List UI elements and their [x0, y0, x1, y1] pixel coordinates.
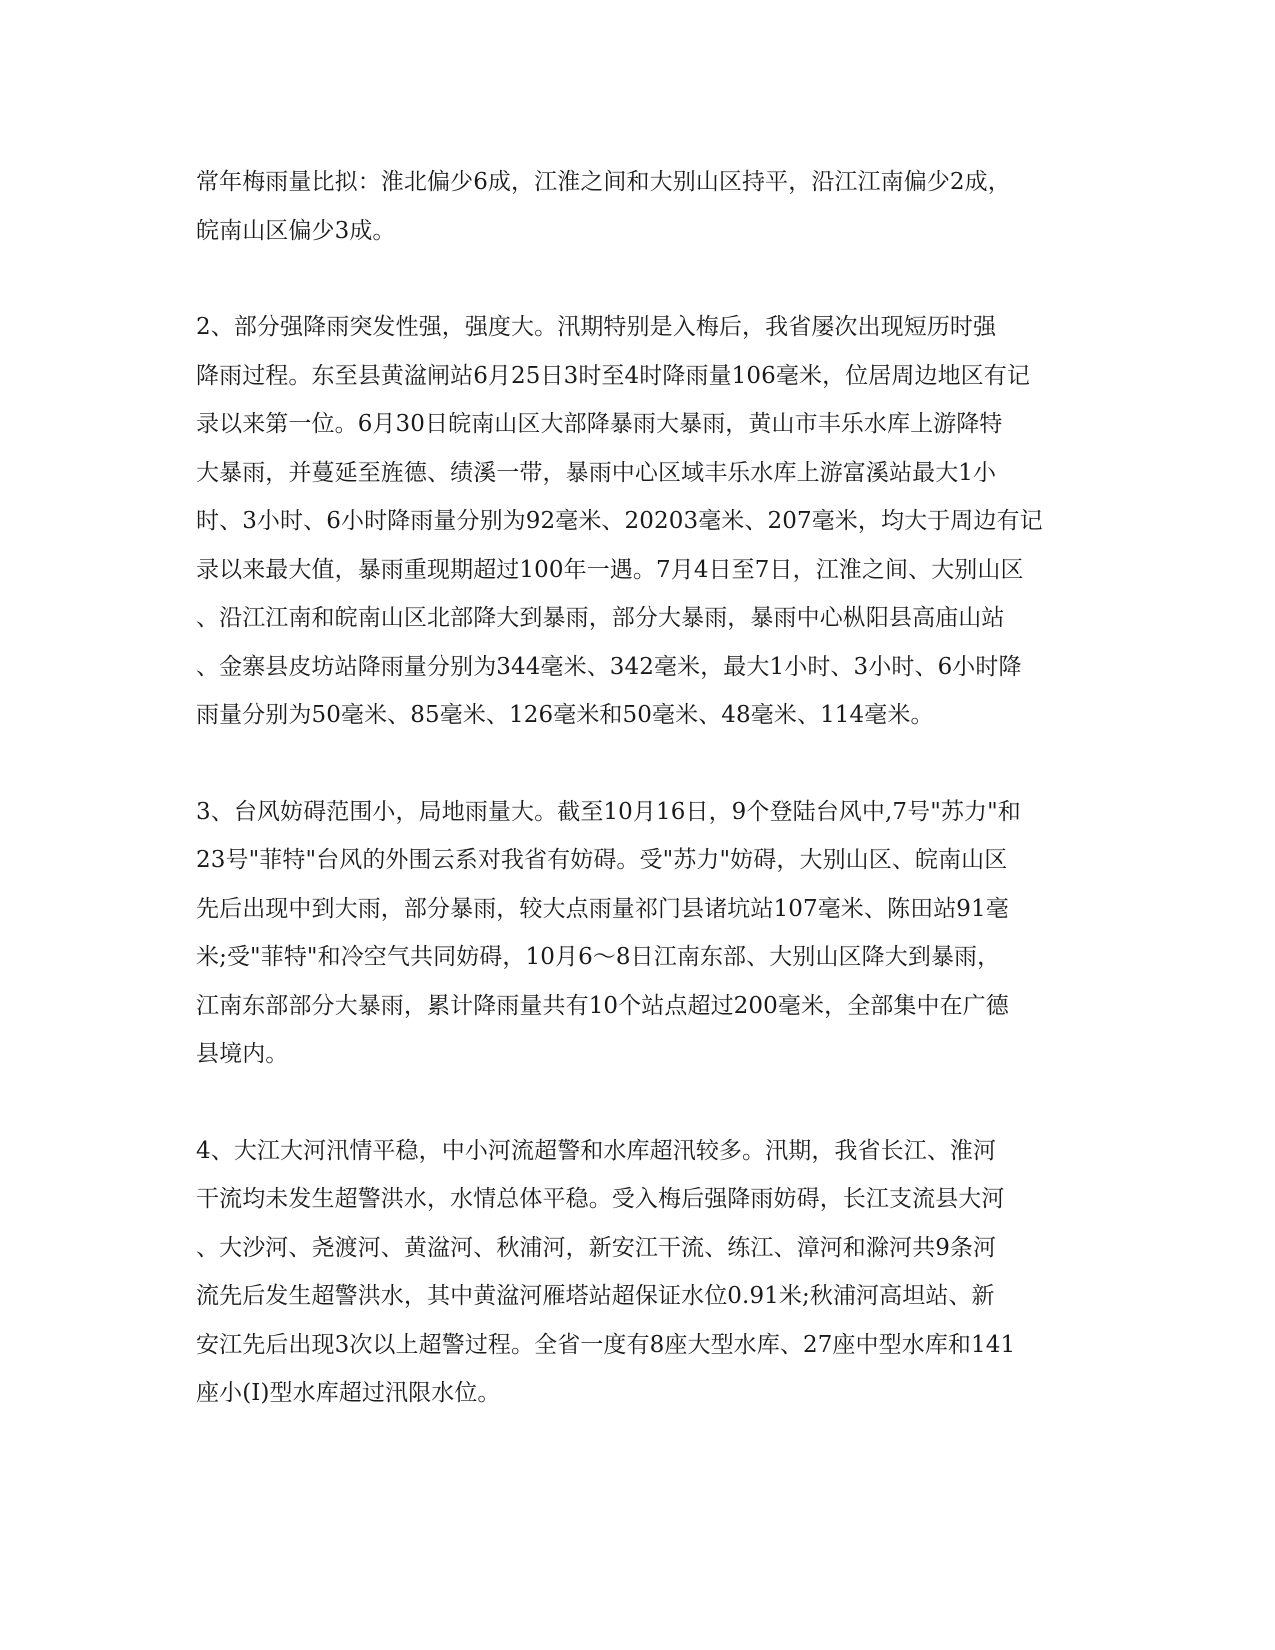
text-line: 县境内。	[196, 1041, 289, 1067]
text-line: 米;受"菲特"和冷空气共同妨碍，10月6～8日江南东部、大别山区降大到暴雨，	[196, 944, 1001, 970]
text-line: 大暴雨，并蔓延至旌德、绩溪一带，暴雨中心区域丰乐水库上游富溪站最大1小	[196, 459, 997, 486]
text-line: 常年梅雨量比拟：淮北偏少6成，江淮之间和大别山区持平，沿江江南偏少2成，	[196, 169, 1011, 195]
text-line: 录以来最大值，暴雨重现期超过100年一遇。7月4日至7日，江淮之间、大别山区	[196, 556, 1024, 583]
text-line: 干流均未发生超警洪水，水情总体平稳。受入梅后强降雨妨碍，长江支流县大河	[196, 1186, 1005, 1212]
text-line: 流先后发生超警洪水，其中黄湓河雁塔站超保证水位0.91米;秋浦河高坦站、新	[196, 1283, 995, 1309]
paragraph-river-flood	[196, 1127, 1076, 1418]
text-line: 、沿江江南和皖南山区北部降大到暴雨，部分大暴雨，暴雨中心枞阳县高庙山站	[196, 605, 1005, 631]
text-line: 江南东部部分大暴雨，累计降雨量共有10个站点超过200毫米，全部集中在广德	[196, 992, 1009, 1019]
text-line: 4、大江大河汛情平稳，中小河流超警和水库超汛较多。汛期，我省长江、淮河	[196, 1137, 997, 1164]
text-line: 、大沙河、尧渡河、黄湓河、秋浦河，新安江干流、练江、漳河和滁河共9条河	[196, 1234, 997, 1261]
text-line: 录以来第一位。6月30日皖南山区大部降暴雨大暴雨，黄山市丰乐水库上游降特	[196, 411, 1003, 437]
text-line: 座小(I)型水库超过汛限水位。	[196, 1380, 501, 1406]
text-line: 雨量分别为50毫米、85毫米、126毫米和50毫米、48毫米、114毫米。	[196, 702, 934, 728]
paragraph-heavy-rainfall	[196, 303, 1076, 740]
text-line: 降雨过程。东至县黄湓闸站6月25日3时至4时降雨量106毫米，位居周边地区有记	[196, 362, 1030, 389]
text-line: 时、3小时、6小时降雨量分别为92毫米、20203毫米、207毫米，均大于周边有记	[196, 508, 1043, 534]
document-body	[196, 158, 1076, 1418]
text-line: 、金寨县皮坊站降雨量分别为344毫米、342毫米，最大1小时、3小时、6小时降	[196, 653, 1022, 680]
paragraph-typhoon	[196, 788, 1076, 1079]
text-line: 2、部分强降雨突发性强，强度大。汛期特别是入梅后，我省屡次出现短历时强	[196, 314, 997, 340]
text-line: 3、台风妨碍范围小，局地雨量大。截至10月16日，9个登陆台风中,7号"苏力"和	[196, 798, 1021, 825]
text-line: 23号"菲特"台风的外围云系对我省有妨碍。受"苏力"妨碍，大别山区、皖南山区	[196, 847, 1008, 873]
text-line: 先后出现中到大雨，部分暴雨，较大点雨量祁门县诸坑站107毫米、陈田站91毫	[196, 895, 1009, 922]
text-line: 皖南山区偏少3成。	[196, 217, 396, 244]
text-line: 安江先后出现3次以上超警过程。全省一度有8座大型水库、27座中型水库和141	[196, 1331, 1016, 1358]
paragraph-rainfall-comparison	[196, 158, 1076, 255]
